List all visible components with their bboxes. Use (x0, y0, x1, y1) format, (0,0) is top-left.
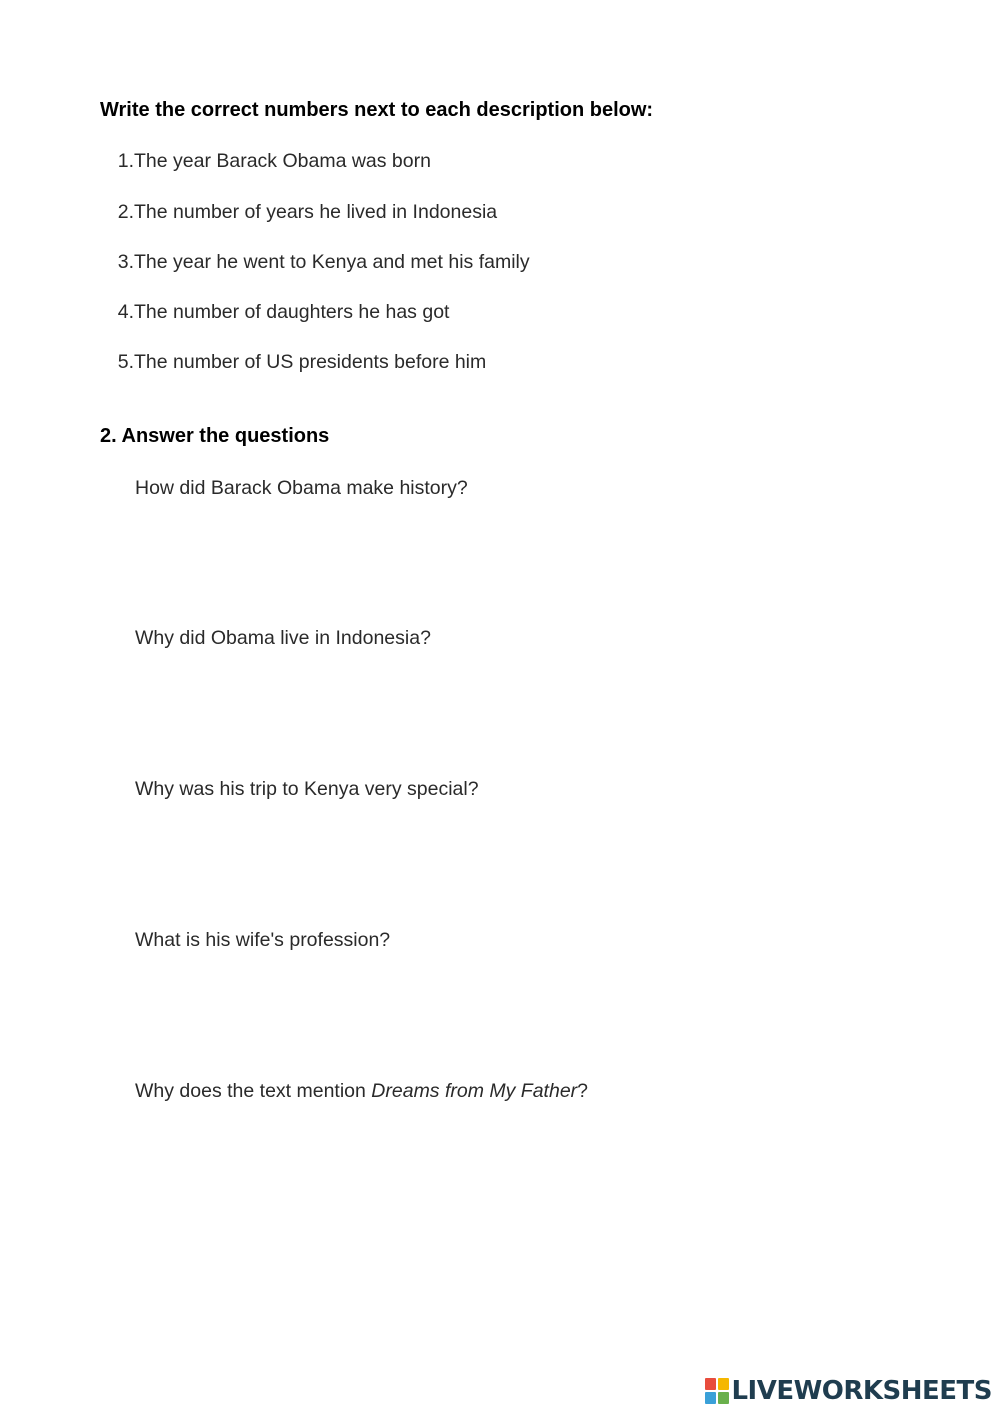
book-title: Dreams from My Father (371, 1080, 578, 1102)
logo-square-green (718, 1392, 729, 1404)
question-text (135, 1080, 588, 1103)
list-item-text: The number of US presidents before him (134, 351, 487, 373)
logo-text: LIVEWORKSHEETS (731, 1376, 992, 1406)
list-item-number: 2. (117, 201, 134, 223)
list-item-number: 5. (117, 351, 134, 373)
list-item-number: 3. (117, 251, 134, 273)
question-text: Why was his trip to Kenya very special? (135, 778, 479, 800)
list-item-text: The number of daughters he has got (134, 301, 450, 323)
section1-heading: Write the correct numbers next to each description below: (100, 99, 654, 121)
list-item (112, 301, 449, 324)
question-text: Why did Obama live in Indonesia? (135, 627, 431, 649)
list-item (112, 351, 486, 374)
logo-square-yellow (718, 1378, 729, 1390)
question-text-part: ? (577, 1080, 589, 1102)
liveworksheets-logo (705, 1376, 992, 1406)
logo-square-blue (705, 1392, 716, 1404)
list-item-number: 4. (117, 301, 134, 323)
list-item-number: 1. (117, 150, 134, 172)
list-item (112, 251, 530, 274)
list-item-text: The number of years he lived in Indonesia (134, 201, 498, 223)
logo-mark-icon (705, 1378, 729, 1404)
list-item-text: The year Barack Obama was born (134, 150, 431, 172)
question-text: What is his wife's profession? (135, 929, 391, 951)
list-item-text: The year he went to Kenya and met his family (134, 251, 530, 273)
section2-heading: 2. Answer the questions (100, 425, 330, 447)
list-item (112, 201, 497, 224)
logo-square-red (705, 1378, 716, 1390)
list-item (112, 150, 431, 173)
question-text-part: Why does the text mention (135, 1080, 372, 1102)
question-text: How did Barack Obama make history? (135, 477, 468, 499)
